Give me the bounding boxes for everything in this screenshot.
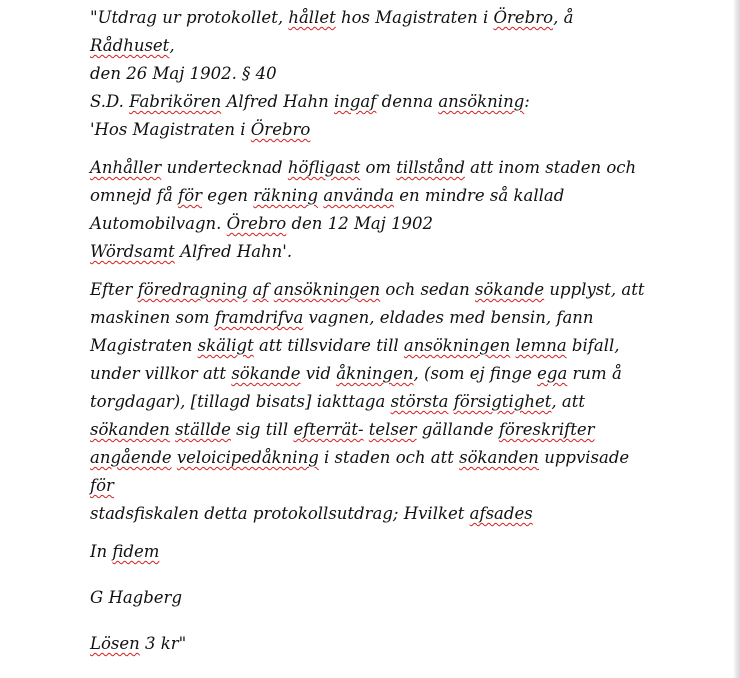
line: torgdagar), [tillagd bisats] iakttaga största försigtighet, att <box>90 392 586 411</box>
line: under villkor att sökande vid åkningen, (som ej finge ega rum å <box>90 364 622 383</box>
spellcheck-flagged-word: lemna <box>515 336 567 355</box>
spellcheck-flagged-word: Wördsamt <box>90 242 175 261</box>
spellcheck-flagged-word: föredragning <box>137 280 248 299</box>
spellcheck-flagged-word: veloicipedåkning <box>176 448 319 467</box>
spellcheck-flagged-word: ansökning <box>438 92 525 111</box>
spellcheck-flagged-word: telser <box>368 420 417 439</box>
spellcheck-flagged-word: för <box>178 186 203 205</box>
spellcheck-flagged-word: angående <box>90 448 172 467</box>
signature-line: G Hagberg <box>90 588 183 607</box>
spellcheck-flagged-word: använda <box>323 186 394 205</box>
spellcheck-flagged-word: fidem <box>112 542 160 561</box>
spellcheck-flagged-word: försigtighet <box>453 392 552 411</box>
spellcheck-flagged-word: sökanden <box>459 448 539 467</box>
application-paragraph <box>90 154 650 266</box>
line: Automobilvagn. Örebro den 12 Maj 1902 <box>90 214 434 233</box>
spellcheck-flagged-word: skäligt <box>197 336 254 355</box>
line: den 26 Maj 1902. § 40 <box>90 64 277 83</box>
spellcheck-flagged-word: föreskrifter <box>498 420 595 439</box>
line: stadsfiskalen detta protokollsutdrag; Hvilket afsades <box>90 504 533 523</box>
spellcheck-flagged-word: för <box>90 476 114 495</box>
spellcheck-flagged-word: Rådhuset <box>90 36 170 55</box>
line: Magistraten skäligt att tillsvidare till ansökningen lemna bifall, <box>90 336 620 355</box>
spellcheck-flagged-word: ingaf <box>333 92 377 111</box>
spellcheck-flagged-word: sökande <box>231 364 301 383</box>
spellcheck-flagged-word: tillstånd <box>396 158 465 177</box>
spellcheck-flagged-word: största <box>390 392 449 411</box>
spellcheck-flagged-word: hållet <box>288 8 336 27</box>
spellcheck-flagged-word: ställde <box>175 420 231 439</box>
spellcheck-flagged-word: Lösen <box>90 634 140 653</box>
header-block <box>90 4 650 144</box>
line: maskinen som framdrifva vagnen, eldades med bensin, fann <box>90 308 594 327</box>
decision-paragraph <box>90 276 650 528</box>
line: Wördsamt Alfred Hahn'. <box>90 242 293 261</box>
line: angående veloicipedåkning i staden och att sökanden uppvisade för <box>90 448 630 495</box>
line: Efter föredragning af ansökningen och sedan sökande upplyst, att <box>90 280 645 299</box>
document-body[interactable] <box>90 4 650 676</box>
line: 'Hos Magistraten i Örebro <box>90 120 311 139</box>
spellcheck-flagged-word: sökanden <box>90 420 170 439</box>
spellcheck-flagged-word: framdrifva <box>214 308 304 327</box>
line: omnejd få för egen räkning använda en mindre så kallad <box>90 186 565 205</box>
spellcheck-flagged-word: sökande <box>474 280 545 299</box>
spellcheck-flagged-word: afsades <box>469 504 533 523</box>
spellcheck-flagged-word: af <box>252 280 269 299</box>
fee-line: Lösen 3 kr" <box>90 634 187 653</box>
spellcheck-flagged-word: ega <box>537 364 568 383</box>
spellcheck-flagged-word: Fabrikören <box>129 92 222 111</box>
page-edge-shadow <box>733 0 740 678</box>
spellcheck-flagged-word: efterrät- <box>293 420 364 439</box>
in-fidem-line: In fidem <box>90 542 160 561</box>
line: Anhåller undertecknad höfligast om tillstånd att inom staden och <box>90 158 637 177</box>
line: sökanden ställde sig till efterrät- telser gällande föreskrifter <box>90 420 595 439</box>
line: S.D. Fabrikören Alfred Hahn ingaf denna ansökning: <box>90 92 530 111</box>
spellcheck-flagged-word: ansökningen <box>273 280 381 299</box>
spellcheck-flagged-word: höfligast <box>287 158 361 177</box>
spellcheck-flagged-word: Örebro <box>226 214 287 233</box>
spellcheck-flagged-word: Anhåller <box>90 158 162 177</box>
spellcheck-flagged-word: åkningen <box>336 364 414 383</box>
spellcheck-flagged-word: räkning <box>253 186 319 205</box>
spellcheck-flagged-word: Örebro <box>250 120 311 139</box>
line: "Utdrag ur protokollet, hållet hos Magistraten i Örebro, å Rådhuset, <box>90 8 574 55</box>
spellcheck-flagged-word: ansökningen <box>403 336 511 355</box>
spellcheck-flagged-word: Örebro <box>493 8 554 27</box>
